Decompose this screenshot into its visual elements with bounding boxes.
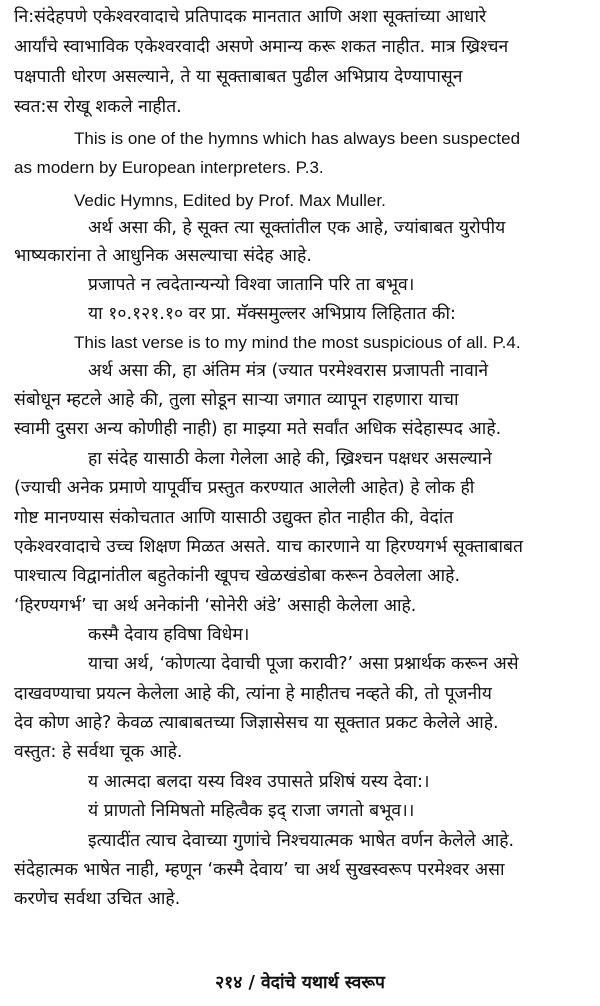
sanskrit-verse-line: यं प्राणतो निमिषतो महित्वैक इद् राजा जगतो बभूव।।: [88, 801, 415, 821]
paragraph-line: हा संदेह यासाठी केला गेलेला आहे की, ख्रिश्चन पक्षधर असल्याने: [88, 449, 492, 469]
paragraph-line: इत्यादींत त्याच देवाच्या गुणांचे निश्चयात्मक भाषेत वर्णन केलेले आहे.: [88, 831, 515, 851]
sanskrit-verse-line: प्रजापते न त्वदेतान्यन्यो विश्वा जातानि परि ता बभूव।: [88, 275, 415, 295]
english-quote-line: This is one of the hymns which has always been suspected: [74, 129, 521, 148]
paragraph-line: ‘हिरण्यगर्भ’ चा अर्थ अनेकांनी ‘सोनेरी अंडे’ असाही केलेला आहे.: [14, 596, 417, 616]
paragraph-line: संबोधून म्हटले आहे की, तुला सोडून साऱ्या जगात व्यापून राहणारा याचा: [14, 390, 459, 410]
paragraph-line: वस्तुत: हे सर्वथा चूक आहे.: [14, 742, 183, 762]
paragraph-line: स्वामी दुसरा अन्य कोणीही नाही) हा माझ्या मते सर्वांत अधिक संदेहास्पद आहे.: [14, 419, 502, 439]
paragraph-line: संदेहात्मक भाषेत नाही, म्हणून ‘कस्मै देवाय’ चा अर्थ सुखस्वरूप परमेश्वर असा: [14, 860, 505, 880]
english-quote-line: as modern by European interpreters. P.3.: [14, 158, 324, 177]
paragraph-line: पाश्चात्य विद्वानांतील बहुतेकांनी खूपच खेळखंडोबा करून ठेवलेला आहे.: [14, 566, 461, 586]
english-quote-line: This last verse is to my mind the most suspicious of all. P.4.: [74, 333, 521, 352]
paragraph-line: या १०.१२१.१० वर प्रा. मॅक्समुल्लर अभिप्राय लिहितात की:: [88, 304, 456, 324]
paragraph-line: आर्यांचे स्वाभाविक एकेश्वरवादी असणे अमान्य करू शकत नाहीत. मात्र ख्रिश्चन: [14, 37, 509, 57]
paragraph-line: याचा अर्थ, ‘कोणत्या देवाची पूजा करावी?’ असा प्रश्नार्थक करून असे: [88, 654, 519, 674]
paragraph-line: भाष्यकारांना ते आधुनिक असल्याचा संदेह आहे.: [14, 246, 312, 266]
sanskrit-verse-line: कस्मै देवाय हविषा विधेम।: [88, 625, 250, 645]
paragraph-line: गोष्ट मानण्यास संकोचतात आणि यासाठी उद्युक्त होत नाहीत की, वेदांत: [14, 508, 454, 528]
paragraph-line: एकेश्वरवादाचे उच्च शिक्षण मिळत असते. याच कारणाने या हिरण्यगर्भ सूक्ताबाबत: [14, 537, 523, 557]
paragraph-line: अर्थ असा की, हा अंतिम मंत्र (ज्यात परमेश्वरास प्रजापती नावाने: [88, 361, 489, 381]
paragraph-line: नि:संदेहपणे एकेश्वरवादाचे प्रतिपादक मानतात आणि अशा सूक्तांच्या आधारे: [14, 7, 487, 27]
citation-line: Vedic Hymns, Edited by Prof. Max Muller.: [74, 191, 386, 210]
paragraph-line: पक्षपाती धोरण असल्याने, ते या सूक्ताबाबत पुढील अभिप्राय देण्यापासून: [14, 67, 463, 87]
paragraph-line: (ज्याची अनेक प्रमाणे यापूर्वीच प्रस्तुत करण्यात आलेली आहेत) हे लोक ही: [14, 478, 475, 498]
paragraph-line: देव कोण आहे? केवळ त्याबाबतच्या जिज्ञासेसच या सूक्तात प्रकट केलेले आहे.: [14, 713, 499, 733]
paragraph-line: स्वत:स रोखू शकले नाहीत.: [14, 97, 182, 117]
paragraph-line: करणेच सर्वथा उचित आहे.: [14, 889, 181, 909]
paragraph-line: अर्थ असा की, हे सूक्त त्या सूक्तांतील एक आहे, ज्यांबाबत युरोपीय: [88, 218, 506, 238]
paragraph-line: दाखवण्याचा प्रयत्न केलेला आहे की, त्यांना हे माहीतच नव्हते की, तो पूजनीय: [14, 684, 492, 704]
sanskrit-verse-line: य आत्मदा बलदा यस्य विश्व उपासते प्रशिषं यस्य देवा:।: [88, 772, 430, 792]
page-footer: २१४ / वेदांचे यथार्थ स्वरूप: [215, 973, 385, 993]
